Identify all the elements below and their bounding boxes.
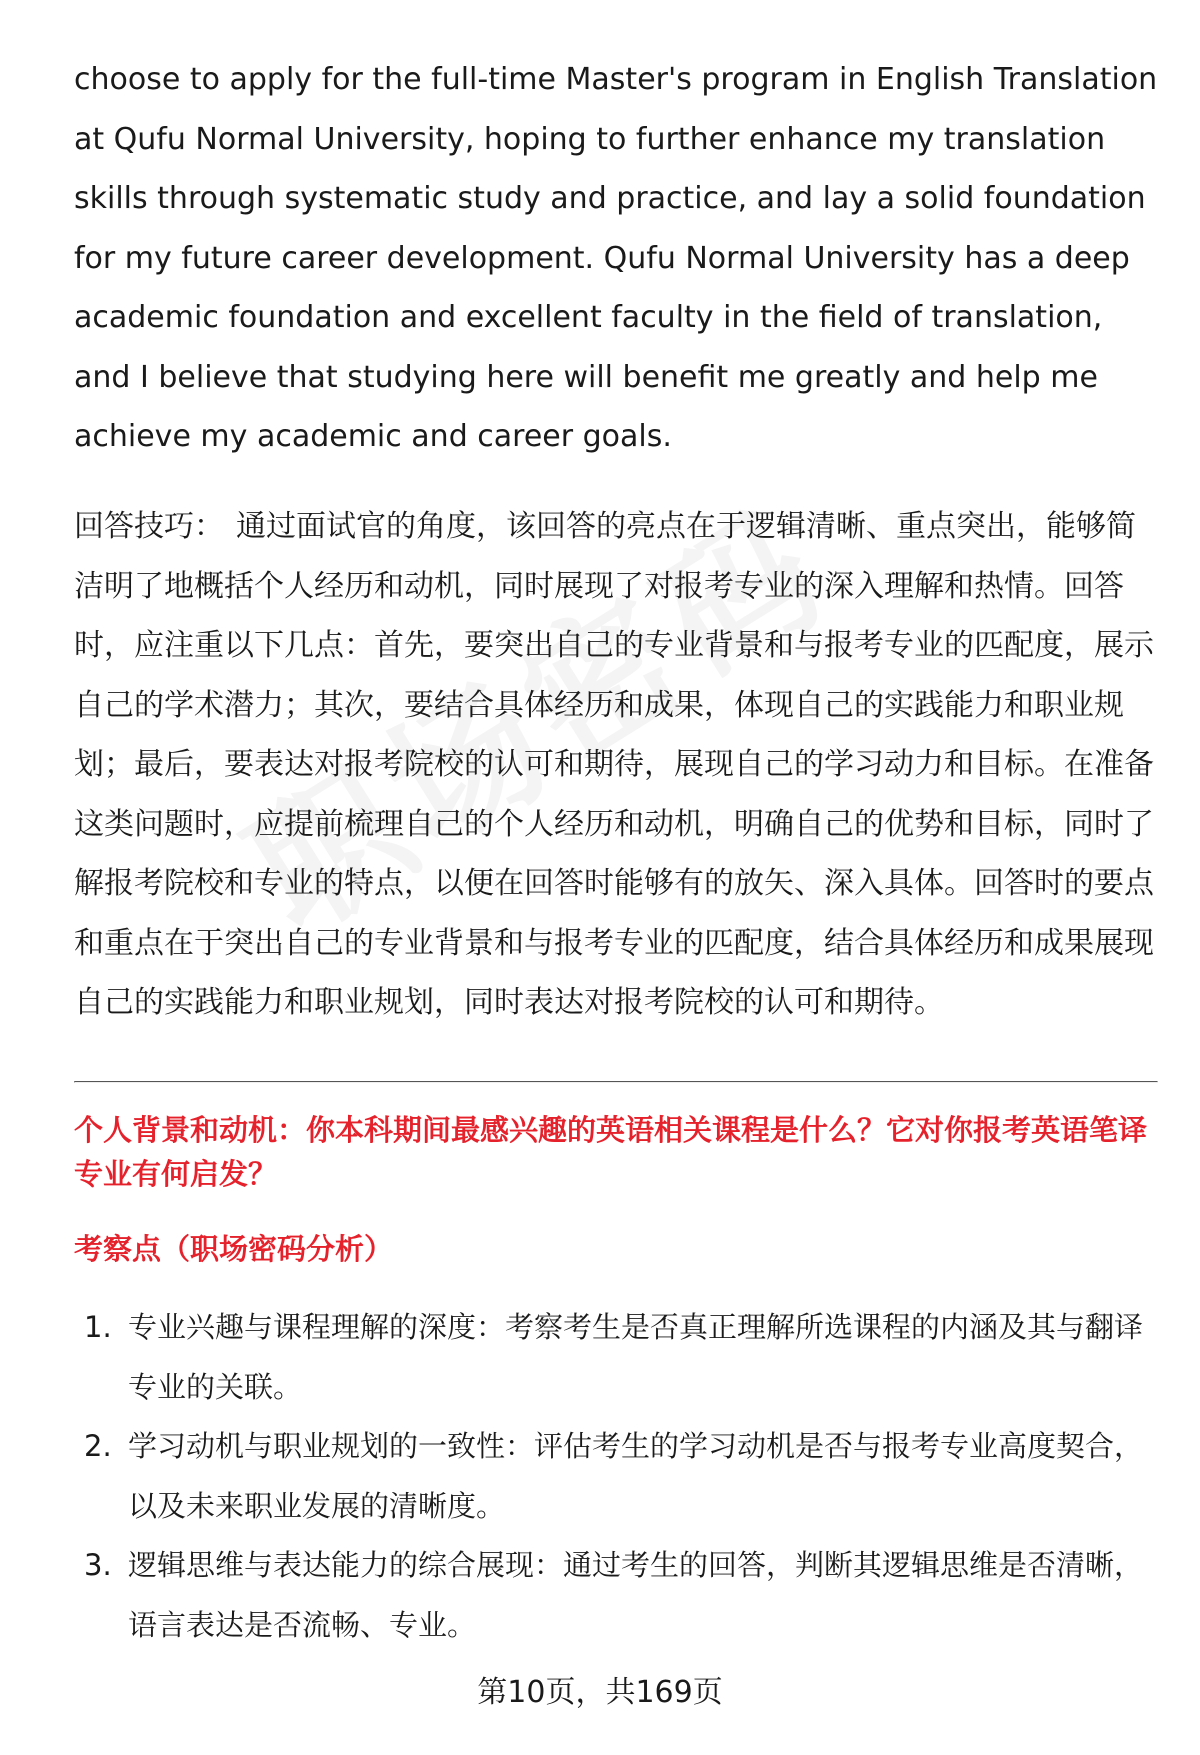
list-item [74, 1298, 1154, 1417]
english-paragraph: choose to apply for the full-time Master's program in English Translation at Qufu Normal University, hoping to further enhance my translation skills through systematic study and practice, and lay a solid foundation for my future career development. Qufu Normal University has a deep academic foundation and excellent faculty in the field of translation, and I believe that studying here will benefit me greatly and help me achieve my academic and career goals. [74, 62, 1158, 454]
list-item-text: 专业兴趣与课程理解的深度：考察考生是否真正理解所选课程的内涵及其与翻译专业的关联。 [128, 1310, 1144, 1404]
section-title: 考察点（职场密码分析） [74, 1232, 394, 1266]
answer-tips-text: 通过面试官的角度，该回答的亮点在于逻辑清晰、重点突出，能够简洁明了地概括个人经历和动机，同时展现了对报考专业的深入理解和热情。回答时，应注重以下几点：首先，要突出自己的专业背景和与报考专业的匹配度，展示自己的学术潜力；其次，要结合具体经历和成果，体现自己的实践能力和职业规划；最后，要表达对报考院校的认可和期待，展现自己的学习动力和目标。在准备这类问题时，应提前梳理自己的个人经历和动机，明确自己的优势和目标，同时了解报考院校和专业的特点，以便在回答时能够有的放矢、深入具体。回答时的要点和重点在于突出自己的专业背景和与报考专业的匹配度，结合具体经历和成果展现自己的实践能力和职业规划，同时表达对报考院校的认可和期待。 [74, 509, 1154, 1020]
list-item-number: 3. [84, 1548, 112, 1582]
list-item [74, 1417, 1154, 1536]
assessment-points-list [74, 1298, 1154, 1655]
question-heading: 个人背景和动机：你本科期间最感兴趣的英语相关课程是什么？它对你报考英语笔译专业有何启发？ [74, 1113, 1148, 1191]
list-item-text: 学习动机与职业规划的一致性：评估考生的学习动机是否与报考专业高度契合，以及未来职业发展的清晰度。 [128, 1429, 1144, 1523]
answer-tips-label: 回答技巧： [74, 509, 224, 544]
list-item-number: 2. [84, 1429, 112, 1463]
page-number-footer: 第10页，共169页 [477, 1675, 723, 1710]
list-item-text: 逻辑思维与表达能力的综合展现：通过考生的回答，判断其逻辑思维是否清晰，语言表达是否流畅、专业。 [128, 1548, 1144, 1642]
list-item-number: 1. [84, 1310, 112, 1344]
section-divider [74, 1081, 1158, 1083]
answer-tips-paragraph [74, 497, 1164, 1033]
list-item [74, 1536, 1154, 1655]
